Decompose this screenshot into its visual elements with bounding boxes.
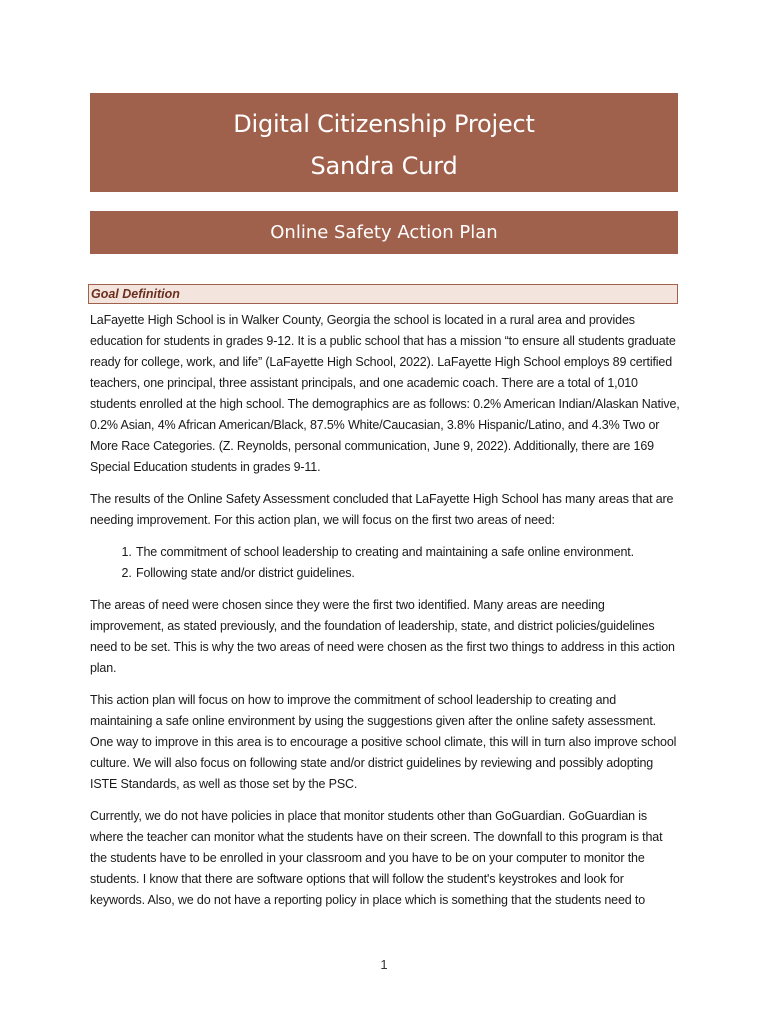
- paragraph-assessment-results: The results of the Online Safety Assessment concluded that LaFayette High School has many areas that are needing improvement. For this action plan, we will focus on the first two areas of need:: [90, 492, 674, 527]
- paragraph-current-policies: Currently, we do not have policies in place that monitor students other than GoGuardian. GoGuardian is where the teacher can monitor what the students have on their screen. The downfall to this program is that the students have to be enrolled in your classroom and you have to be on your computer to monitor the students. I know that there are software options that will follow the student's keystrokes and look for keywords. Also, we do not have a reporting policy in place which is something that the students need to: [90, 809, 663, 907]
- title-banner: [90, 93, 678, 192]
- list-item: 2. Following state and/or district guidelines.: [135, 563, 680, 584]
- document-body: [90, 310, 680, 922]
- section-heading: Goal Definition: [88, 284, 678, 304]
- subtitle-banner: Online Safety Action Plan: [90, 211, 678, 254]
- list-item: 1. The commitment of school leadership to creating and maintaining a safe online environment.: [135, 542, 680, 563]
- page-number: 1: [380, 957, 388, 972]
- paragraph-action-plan-focus: This action plan will focus on how to improve the commitment of school leadership to creating and maintaining a safe online environment by using the suggestions given after the online safety assessment. One way to improve in this area is to encourage a positive school climate, this will in turn also improve school culture. We will also focus on following state and/or district guidelines by reviewing and possibly adopting ISTE Standards, as well as those set by the PSC.: [90, 693, 677, 791]
- areas-of-need-list: [90, 542, 680, 584]
- paragraph-areas-chosen: The areas of need were chosen since they were the first two identified. Many areas are needing improvement, as stated previously, and the foundation of leadership, state, and district policies/guidelines need to be set. This is why the two areas of need were chosen as the first two things to address in this action plan.: [90, 598, 675, 675]
- paragraph-school-overview: LaFayette High School is in Walker County, Georgia the school is located in a rural area and provides education for students in grades 9-12. It is a public school that has a mission “to ensure all students graduate ready for college, work, and life” (LaFayette High School, 2022). LaFayette High School employs 89 certified teachers, one principal, three assistant principals, and one academic coach. There are a total of 1,010 students enrolled at the high school. The demographics are as follows: 0.2% American Indian/Alaskan Native, 0.2% Asian, 4% African American/Black, 87.5% White/Caucasian, 3.8% Hispanic/Latino, and 4.3% Two or More Race Categories. (Z. Reynolds, personal communication, June 9, 2022). Additionally, there are 169 Special Education students in grades 9-11.: [90, 313, 680, 474]
- document-title: Digital Citizenship Project: [233, 110, 535, 138]
- author-name: Sandra Curd: [310, 152, 458, 180]
